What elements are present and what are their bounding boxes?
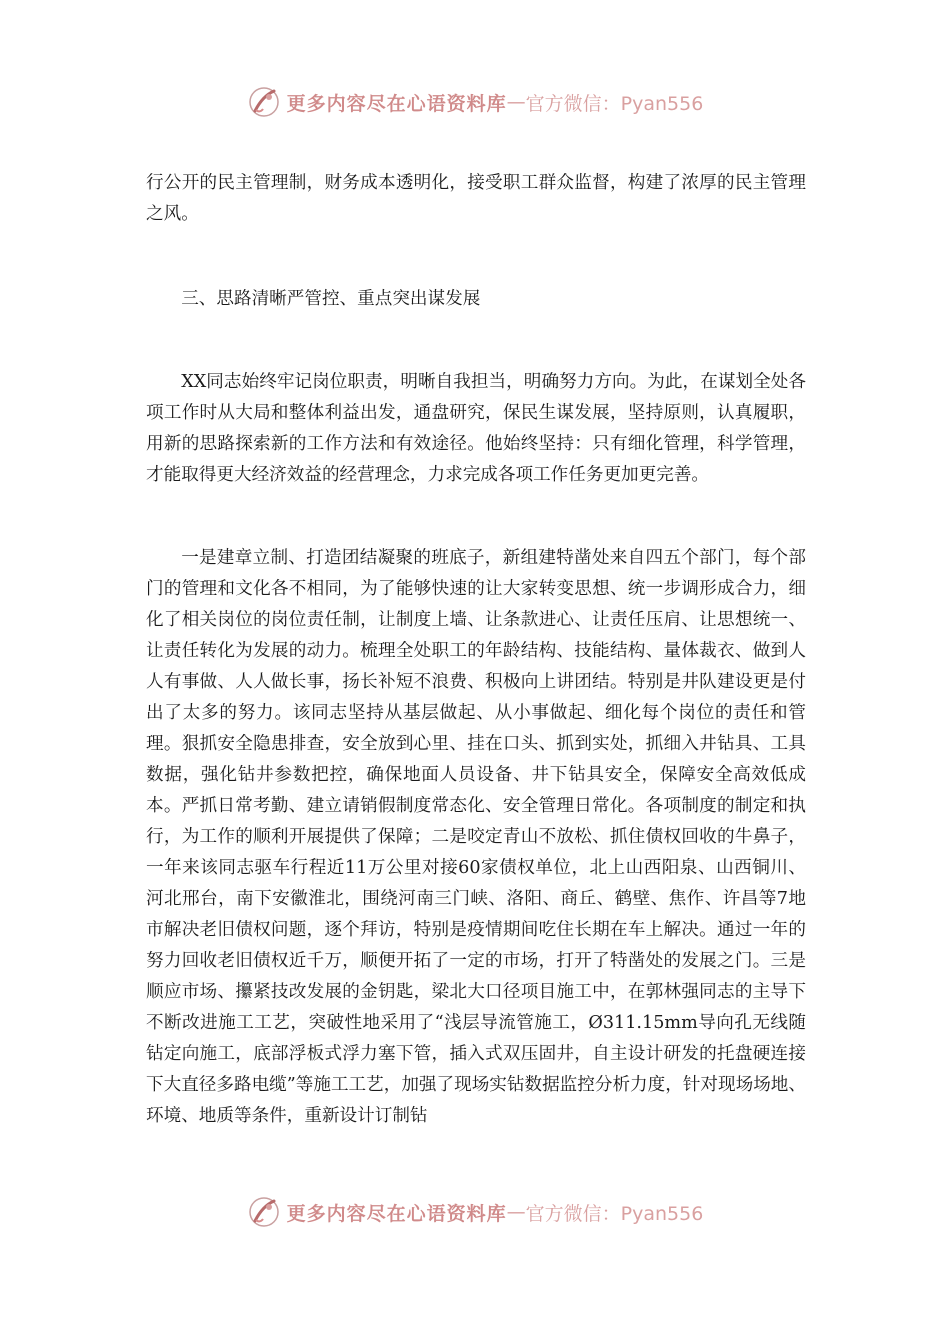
- paragraph-main: 一是建章立制、打造团结凝聚的班底子，新组建特凿处来自四五个部门，每个部门的管理和文化各不相同，为了能够快速的让大家转变思想、统一步调形成合力，细化了相关岗位的岗位责任制，让制度上墙、让条款进心、让责任压肩、让思想统一、让责任转化为发展的动力。梳理全处职工的年龄结构、技能结构、量体裁衣、做到人人有事做、人人做长事，扬长补短不浪费、积极向上讲团结。特别是井队建设更是付出了太多的努力。该同志坚持从基层做起、从小事做起、细化每个岗位的责任和管理。狠抓安全隐患排查，安全放到心里、挂在口头、抓到实处，抓细入井钻具、工具数据，强化钻井参数把控，确保地面人员设备、井下钻具安全，保障安全高效低成本。严抓日常考勤、建立请销假制度常态化、安全管理日常化。各项制度的制定和执行，为工作的顺利开展提供了保障；二是咬定青山不放松、抓住债权回收的牛鼻子，一年来该同志驱车行程近11万公里对接60家债权单位，北上山西阳泉、山西铜川、河北邢台，南下安徽淮北，围绕河南三门峡、洛阳、商丘、鹤壁、焦作、许昌等7地市解决老旧债权问题，逐个拜访，特别是疫情期间吃住长期在车上解决。通过一年的努力回收老旧债权近千万，顺便开拓了一定的市场，打开了特凿处的发展之门。三是顺应市场、攥紧技改发展的金钥匙，梁北大口径项目施工中，在郭林强同志的主导下不断改进施工工艺，突破性地采用了“浅层导流管施工，Ø311.15mm导向孔无线随钻定向施工，底部浮板式浮力塞下管，插入式双压固井，自主设计研发的托盘硬连接下大直径多路电缆”等施工工艺，加强了现场实钻数据监控分析力度，针对现场场地、环境、地质等条件，重新设计订制钻: [146, 548, 806, 1126]
- banner-separator: —: [506, 1201, 526, 1223]
- banner-brand: 更多内容尽在心语资料库: [286, 92, 507, 115]
- banner-wechat: 官方微信：Pyan556: [525, 92, 704, 115]
- brush-logo-icon: [247, 85, 281, 119]
- paragraph-continued: 行公开的民主管理制，财务成本透明化，接受职工群众监督，构建了浓厚的民主管理之风。: [146, 173, 806, 224]
- footer-banner: [0, 1192, 950, 1232]
- document-body: [146, 168, 806, 1132]
- paragraph-intro: XX同志始终牢记岗位职责，明晰自我担当，明确努力方向。为此，在谋划全处各项工作时从大局和整体利益出发，通盘研究，保民生谋发展，坚持原则，认真履职，用新的思路探索新的工作方法和有效途径。他始终坚持：只有细化管理，科学管理，才能取得更大经济效益的经营理念，力求完成各项工作任务更加更完善。: [146, 372, 806, 485]
- section-heading: 三、思路清晰严管控、重点突出谋发展: [181, 289, 481, 309]
- header-banner: [0, 82, 950, 122]
- brush-logo-icon: [247, 1195, 281, 1229]
- banner-separator: —: [506, 91, 526, 113]
- banner-brand: 更多内容尽在心语资料库: [286, 1202, 507, 1225]
- banner-wechat: 官方微信：Pyan556: [525, 1202, 704, 1225]
